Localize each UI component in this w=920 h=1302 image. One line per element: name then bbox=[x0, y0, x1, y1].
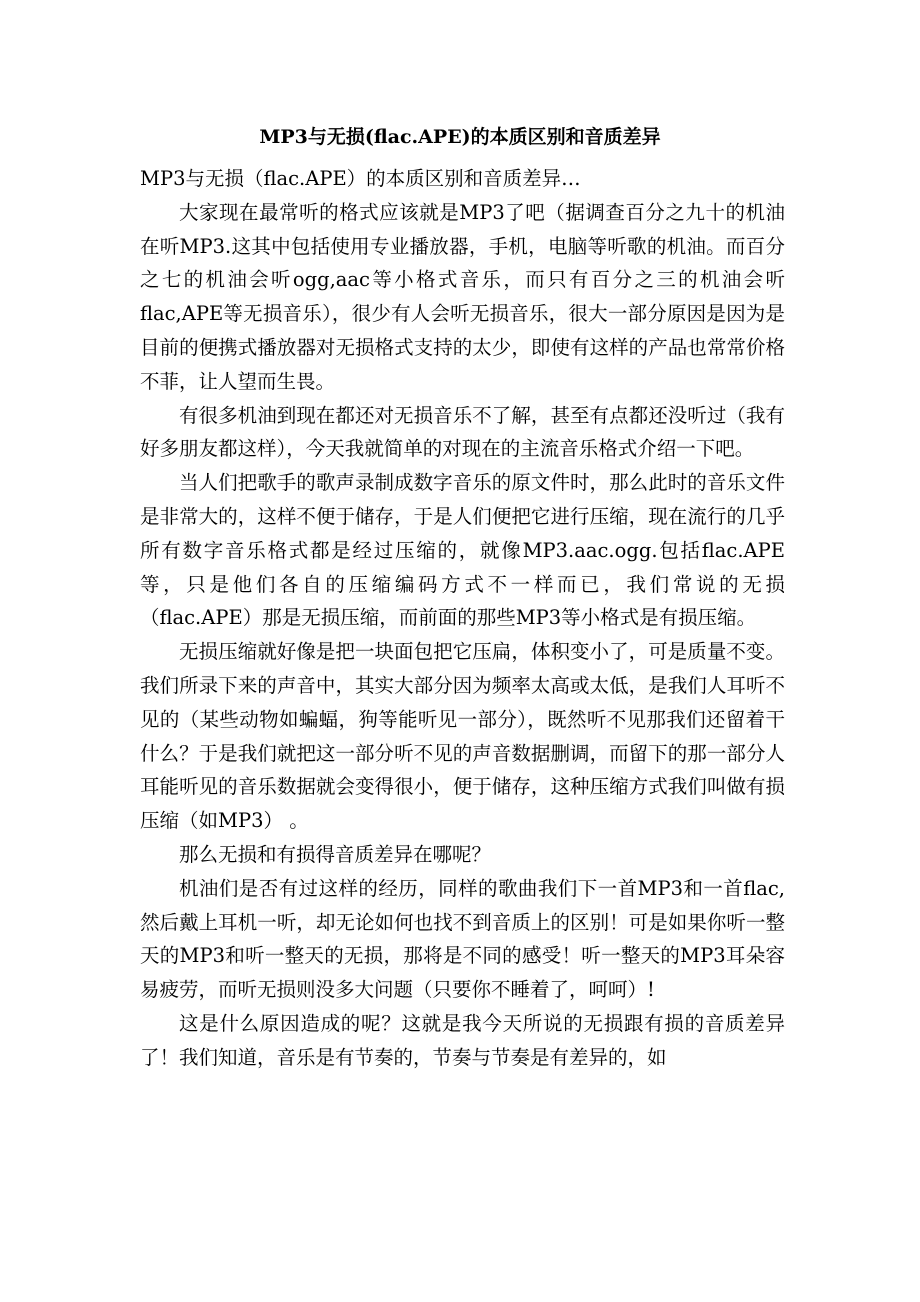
subtitle-paragraph: MP3与无损（flac.APE）的本质区别和音质差异… bbox=[140, 167, 581, 190]
paragraph-mp3-popularity: 大家现在最常听的格式应该就是MP3了吧（据调查百分之九十的机油在听MP3.这其中包括使用专业播放器，手机，电脑等听歌的机油。而百分之七的机油会听ogg,aac等小格式音乐，而只有百分之三的机油会听flac,APE等无损音乐），很少有人会听无损音乐，很大一部分原因是因为是目前的便携式播放器对无损格式支持的太少，即使有这样的产品也常常价格不菲，让人望而生畏。 bbox=[140, 200, 785, 393]
paragraph-reason: 这是什么原因造成的呢？这就是我今天所说的无损跟有损的音质差异了！我们知道，音乐是有节奏的，节奏与节奏是有差异的，如 bbox=[140, 1011, 785, 1069]
paragraph-introduction: 有很多机油到现在都还对无损音乐不了解，甚至有点都还没听过（我有好多朋友都这样），今天我就简单的对现在的主流音乐格式介绍一下吧。 bbox=[140, 403, 785, 461]
paragraph-compression: 当人们把歌手的歌声录制成数字音乐的原文件时，那么此时的音乐文件是非常大的，这样不便于储存，于是人们便把它进行压缩，现在流行的几乎所有数字音乐格式都是经过压缩的，就像MP3.aac.ogg.包括flac.APE等，只是他们各自的压缩编码方式不一样而已，我们常说的无损（flac.APE）那是无损压缩，而前面的那些MP3等小格式是有损压缩。 bbox=[140, 471, 785, 630]
document-body bbox=[140, 162, 785, 1075]
document-title: MP3与无损(flac.APE)的本质区别和音质差异 bbox=[259, 126, 661, 148]
paragraph-listening-experience: 机油们是否有过这样的经历，同样的歌曲我们下一首MP3和一首flac,然后戴上耳机一听，却无论如何也找不到音质上的区别！可是如果你听一整天的MP3和听一整天的无损，那将是不同的感受！听一整天的MP3耳朵容易疲劳，而听无损则没多大问题（只要你不睡着了，呵呵）! bbox=[140, 876, 785, 1002]
paragraph-lossless-vs-lossy: 无损压缩就好像是把一块面包把它压扁，体积变小了，可是质量不变。我们所录下来的声音中，其实大部分因为频率太高或太低，是我们人耳听不见的（某些动物如蝙蝠，狗等能听见一部分），既然听不见那我们还留着干什么？于是我们就把这一部分听不见的声音数据删调，而留下的那一部分人耳能听见的音乐数据就会变得很小，便于储存，这种压缩方式我们叫做有损压缩（如MP3） 。 bbox=[140, 640, 785, 833]
paragraph-question: 那么无损和有损得音质差异在哪呢？ bbox=[179, 842, 492, 866]
